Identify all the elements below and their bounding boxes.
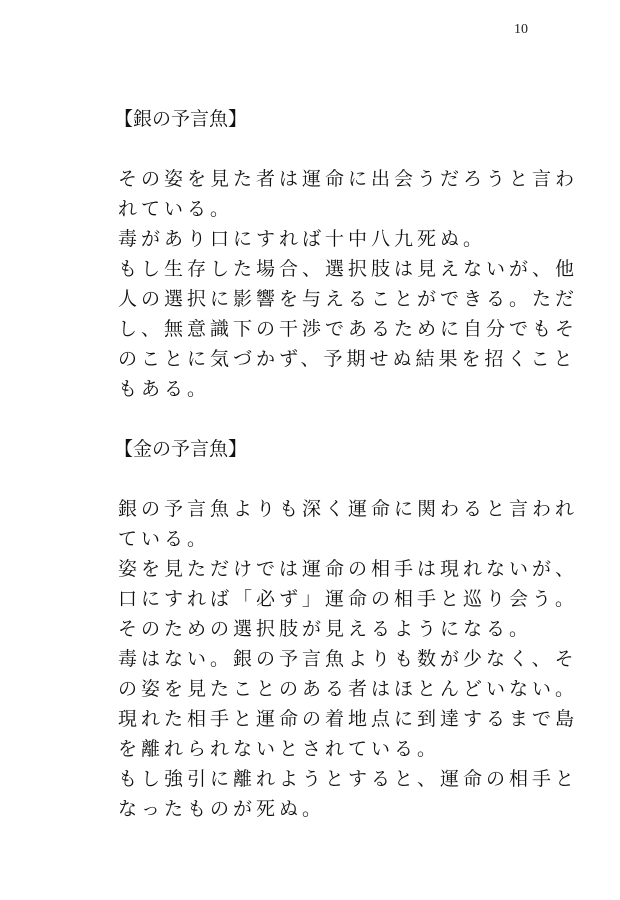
paragraph-line: し、無意識下の干渉であるために自分でもそ xyxy=(118,318,579,340)
paragraph-line: のことに気づかず、予期せぬ結果を招くこと xyxy=(118,348,577,370)
paragraph-line: 現れた相手と運命の着地点に到達するまで島 xyxy=(118,708,579,730)
document-body xyxy=(114,104,579,824)
section-body-silver xyxy=(118,164,579,404)
paragraph-line: 姿を見ただけでは運命の相手は現れないが、 xyxy=(118,558,579,580)
paragraph-line: 毒はない。銀の予言魚よりも数が少なく、そ xyxy=(118,648,578,670)
paragraph-line: もし生存した場合、選択肢は見えないが、他 xyxy=(118,258,579,280)
paragraph-line: れている。 xyxy=(118,198,234,220)
paragraph-line: そのための選択肢が見えるようになる。 xyxy=(118,618,533,640)
paragraph-line: なったものが死ぬ。 xyxy=(118,798,326,820)
paragraph-line: 毒があり口にすれば十中八九死ぬ。 xyxy=(118,228,487,250)
section-heading-silver: 【銀の予言魚】 xyxy=(114,108,248,130)
section-heading-gold: 【金の予言魚】 xyxy=(114,438,248,460)
paragraph-line: を離れられないとされている。 xyxy=(118,738,441,760)
paragraph-line: 銀の予言魚よりも深く運命に関わると言われ xyxy=(118,498,579,520)
paragraph-line: もし強引に離れようとすると、運命の相手と xyxy=(118,768,579,790)
page-number: 10 xyxy=(514,22,528,37)
paragraph-line: ている。 xyxy=(118,528,211,550)
paragraph-line: 口にすれば「必ず」運命の相手と巡り会う。 xyxy=(118,588,579,610)
paragraph-line: その姿を見た者は運命に出会うだろうと言わ xyxy=(118,168,579,190)
paragraph-line: もある。 xyxy=(118,378,211,400)
spacer xyxy=(118,404,528,434)
paragraph-line: の姿を見たことのある者はほとんどいない。 xyxy=(118,678,579,700)
section-body-gold xyxy=(118,494,579,824)
paragraph-line: 人の選択に影響を与えることができる。ただ xyxy=(118,288,579,310)
